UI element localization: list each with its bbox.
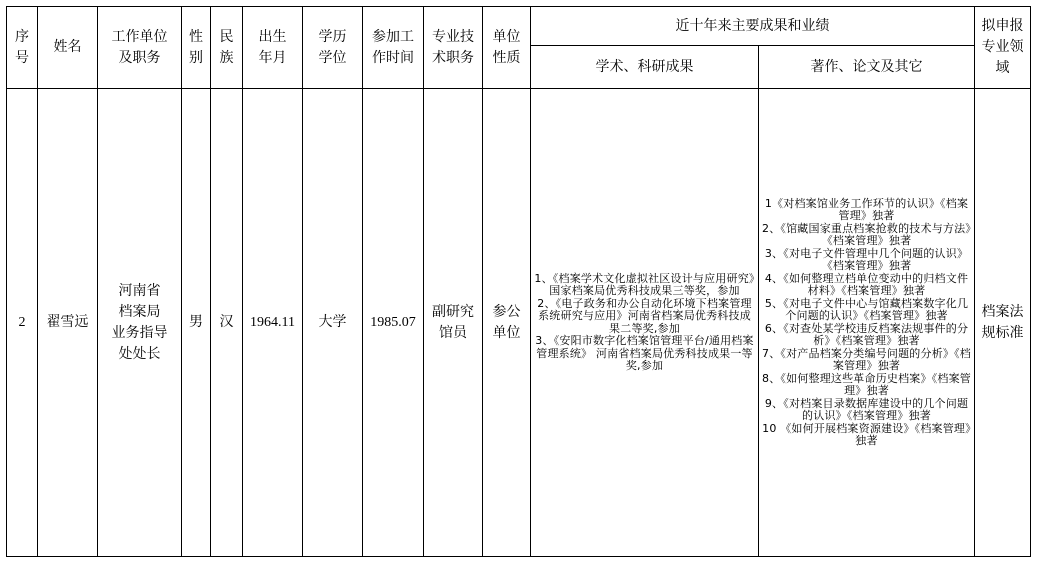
header-unit-title: 工作单位 及职务 (98, 7, 182, 89)
publication-item: 3、《对电子文件管理中几个问题的认识》《档案管理》独著 (764, 246, 969, 272)
header-unit-nature: 单位 性质 (483, 7, 531, 89)
header-achievements: 近十年来主要成果和业绩 (531, 7, 975, 46)
cell-tech-title: 副研究 馆员 (424, 89, 483, 557)
publication-item: 10 《如何开展档案资源建设》《档案管理》独著 (762, 421, 971, 447)
publication-item: 4、《如何整理立档单位变动中的归档文件材料》《档案管理》独著 (764, 271, 969, 297)
publication-item: 2、《馆藏国家重点档案抢救的技术与方法》《档案管理》独著 (762, 221, 971, 247)
academic-item: 1、《档案学术文化虚拟社区设计与应用研究》国家档案局优秀科技成果三等奖，参加 (534, 271, 755, 297)
publication-item: 7、《对产品档案分类编号问题的分析》《档案管理》独著 (762, 346, 971, 372)
publication-item: 5、《对电子文件中心与馆藏档案数字化几个问题的认识》《档案管理》独著 (764, 296, 969, 322)
cell-ethnicity: 汉 (211, 89, 243, 557)
cell-gender: 男 (182, 89, 211, 557)
header-ethnicity: 民 族 (211, 7, 243, 89)
cell-work-start: 1985.07 (363, 89, 424, 557)
academic-item: 3、《安阳市数字化档案馆管理平台/通用档案管理系统》 河南省档案局优秀科技成果一等奖,参加 (535, 334, 754, 372)
table-row (7, 89, 1031, 557)
cell-name: 翟雪远 (38, 89, 98, 557)
cell-field: 档案法 规标准 (975, 89, 1031, 557)
academic-item: 2、《电子政务和办公自动化环境下档案管理系统研究与应用》河南省档案局优秀科技成果二等奖,参加 (537, 296, 752, 335)
header-gender: 性 别 (182, 7, 211, 89)
publication-item: 1《对档案馆业务工作环节的认识》《档案管理》独著 (764, 196, 969, 222)
header-seq: 序 号 (7, 7, 38, 89)
cell-education: 大学 (303, 89, 363, 557)
header-education: 学历 学位 (303, 7, 363, 89)
cell-birth: 1964.11 (243, 89, 303, 557)
header-tech-title: 专业技 术职务 (424, 7, 483, 89)
talent-info-table (6, 6, 1031, 557)
publication-item: 6、《对查处某学校违反档案法规事件的分析》《档案管理》独著 (764, 321, 969, 347)
publication-item: 9、《对档案目录数据库建设中的几个问题的认识》《档案管理》独著 (764, 396, 969, 422)
cell-unit-title: 河南省 档案局 业务指导 处处长 (98, 89, 182, 557)
header-field: 拟申报 专业领 域 (975, 7, 1031, 89)
cell-unit-nature: 参公 单位 (483, 89, 531, 557)
cell-publications-list (759, 89, 975, 557)
header-academic: 学术、科研成果 (531, 46, 759, 89)
header-birth: 出生 年月 (243, 7, 303, 89)
header-publications: 著作、论文及其它 (759, 46, 975, 89)
cell-academic-list (531, 89, 759, 557)
header-work-start: 参加工 作时间 (363, 7, 424, 89)
cell-seq: 2 (7, 89, 38, 557)
publication-item: 8、《如何整理这些革命历史档案》《档案管理》独著 (762, 371, 971, 397)
header-name: 姓名 (38, 7, 98, 89)
